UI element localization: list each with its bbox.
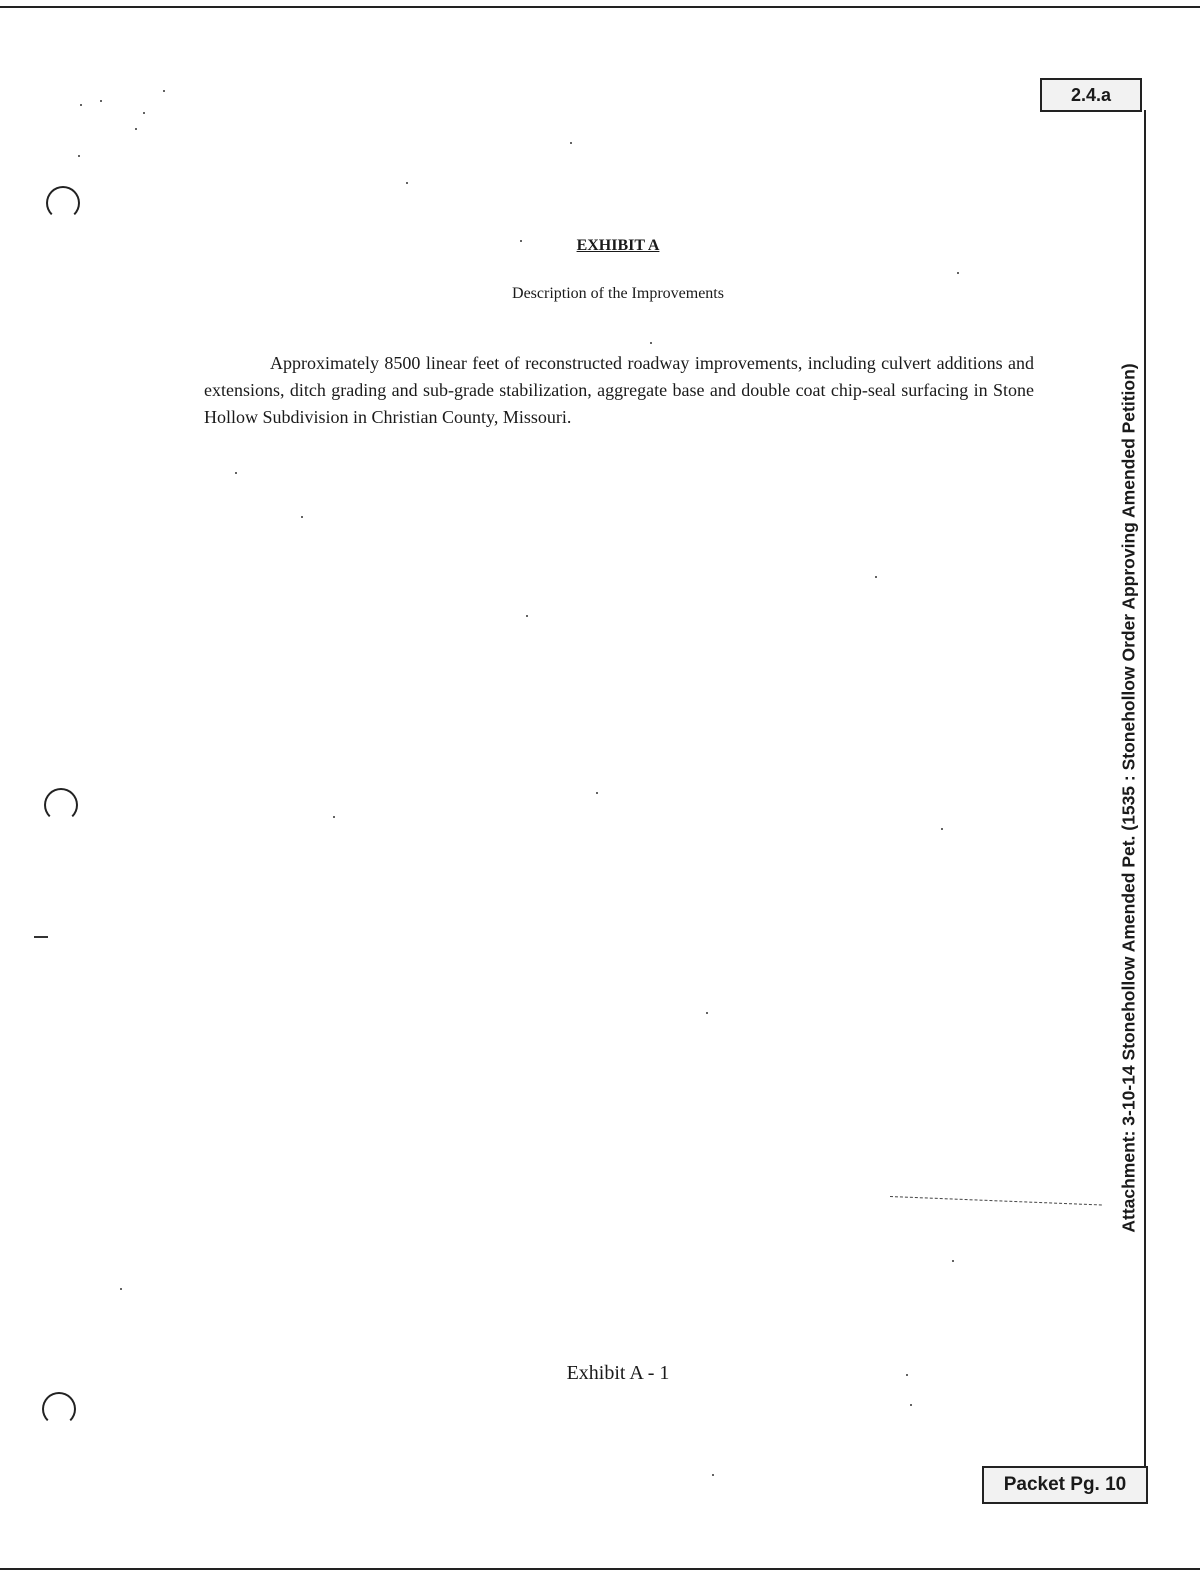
scan-speck xyxy=(120,1288,122,1290)
scan-scratch-mark xyxy=(890,1196,1102,1206)
scan-speck xyxy=(333,816,335,818)
scan-speck xyxy=(163,90,165,92)
scan-speck xyxy=(650,342,652,344)
scan-dash-mark xyxy=(34,936,48,938)
attachment-caption-container xyxy=(1112,330,1146,1265)
improvements-description: Approximately 8500 linear feet of reconstructed roadway improvements, including culvert additions and extensions, ditch grading and sub-grade stabilization, aggregate base and double coat chip-seal surfacing in Stone Hollow Subdivision in Christian County, Missouri. xyxy=(204,353,1034,427)
scan-speck xyxy=(100,100,102,102)
page-bottom-edge xyxy=(0,1568,1200,1570)
scan-speck xyxy=(301,516,303,518)
exhibit-subtitle: Description of the Improvements xyxy=(512,285,724,302)
page-top-edge xyxy=(0,6,1200,8)
punch-hole-top xyxy=(46,186,80,220)
attachment-caption: Attachment: 3-10-14 Stonehollow Amended Pet. (1535 : Stonehollow Order Approving Amended Petition) xyxy=(1118,362,1139,1233)
scan-speck xyxy=(906,1374,908,1376)
scan-speck xyxy=(712,1474,714,1476)
scan-speck xyxy=(957,272,959,274)
scan-speck xyxy=(952,1260,954,1262)
scan-speck xyxy=(135,128,137,130)
scan-speck xyxy=(706,1012,708,1014)
page-footer-label: Exhibit A - 1 xyxy=(566,1362,670,1384)
scan-speck xyxy=(80,104,82,106)
scan-speck xyxy=(941,828,943,830)
scan-speck xyxy=(78,155,80,157)
packet-page-badge: Packet Pg. 10 xyxy=(982,1466,1148,1504)
scan-speck xyxy=(520,240,522,242)
exhibit-title: EXHIBIT A xyxy=(576,237,660,254)
scan-speck xyxy=(875,576,877,578)
scan-speck xyxy=(406,182,408,184)
scan-speck xyxy=(570,142,572,144)
scan-speck xyxy=(143,112,145,114)
scan-speck xyxy=(526,615,528,617)
scan-speck xyxy=(910,1404,912,1406)
punch-hole-bottom xyxy=(42,1392,76,1426)
punch-hole-middle xyxy=(44,788,78,822)
section-number-badge: 2.4.a xyxy=(1040,78,1142,112)
scan-speck xyxy=(235,472,237,474)
scan-speck xyxy=(596,792,598,794)
